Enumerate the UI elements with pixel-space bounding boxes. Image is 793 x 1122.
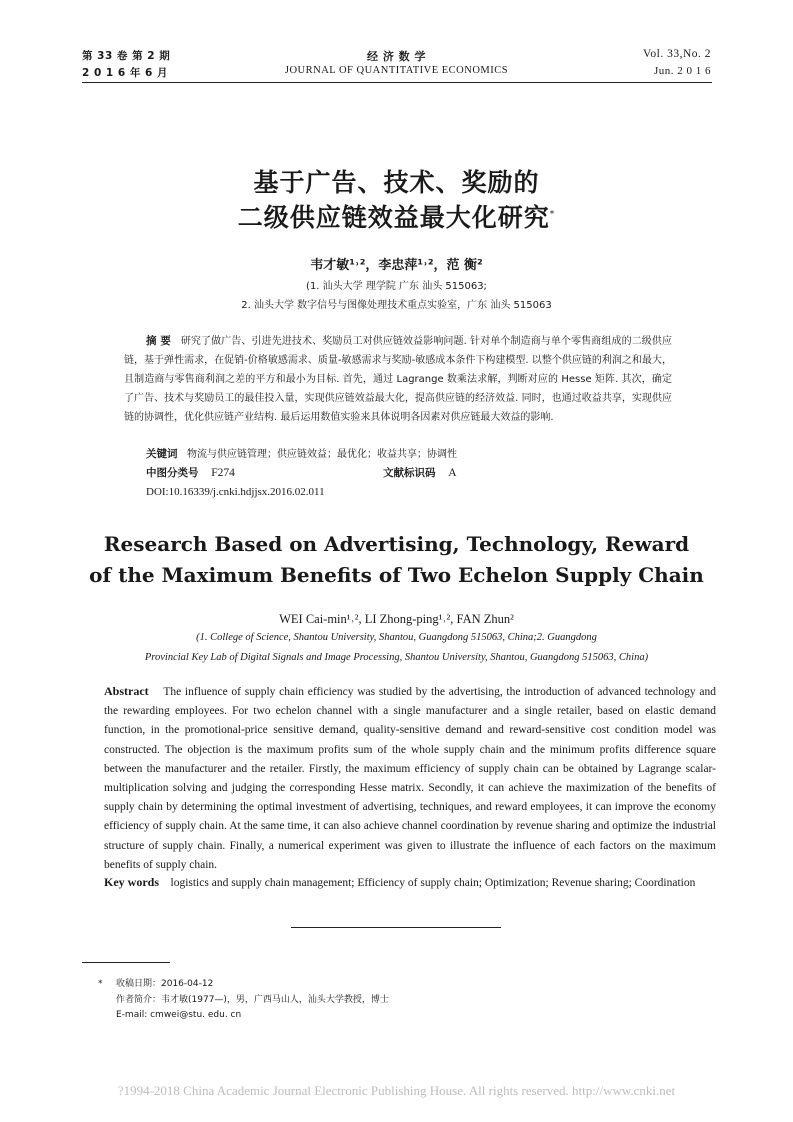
doi[interactable]: DOI:10.16339/j.cnki.hdjjsx.2016.02.011 — [146, 486, 325, 498]
footnote-received: 收稿日期：2016-04-12 — [116, 979, 214, 989]
affiliation-en-2: Provincial Key Lab of Digital Signals and Image Processing, Shantou University, Shantou, Guangdong 515063, China) — [144, 652, 649, 663]
title-cn-line2 — [0, 198, 793, 234]
keywords-en-label: Key words — [104, 875, 159, 889]
abstract-cn-text: 研究了做广告、引进先进技术、奖励员工对供应链效益影响问题. 针对单个制造商与单个零售商组成的二级供应链，基于弹性需求，在促销-价格敏感需求、质量-敏感需求与奖励-敏感成本条件下构建模型. 以整个供应链的利润之和最大，且制造商与零售商利润之差的平方和最小为目标. 首先，通过 Lagrange 数乘法求解，判断对应的 Hesse 矩阵. 其次，确定了广告、技术与奖励员工的最佳投入量，实现供应链效益最大化，提高供应链的经济效益. 同时，也通过收益共享，实现供应链的协调性，优化供应链产业结构. 最后运用数值实验来具体说明各因素对供应链最大效益的影响. — [124, 336, 673, 423]
abstract-en — [104, 682, 716, 875]
title-cn-line1: 基于广告、技术、奖励的 — [253, 168, 540, 197]
title-cn-line2-text: 二级供应链效益最大化研究 — [237, 203, 550, 232]
section-separator — [291, 927, 501, 928]
header-date-en: Jun. 2 0 1 6 — [653, 65, 711, 77]
abstract-cn — [124, 332, 672, 427]
keywords-en — [104, 873, 716, 893]
doc-code-value: A — [448, 467, 457, 479]
affiliation-cn-2: 2. 汕头大学 数字信号与图像处理技术重点实验室，广东 汕头 515063 — [241, 300, 552, 311]
keywords-cn — [146, 445, 686, 464]
clc-label: 中图分类号 — [146, 467, 199, 479]
footnote-rule — [82, 962, 170, 963]
title-en-line1: Research Based on Advertising, Technology, Reward — [103, 532, 690, 556]
clc-row — [146, 464, 235, 483]
footnote-email[interactable]: E-mail: cmwei@stu. edu. cn — [116, 1010, 242, 1020]
title-en-line2: of the Maximum Benefits of Two Echelon Supply Chain — [89, 563, 704, 587]
header-volume-en: Vol. 33,No. 2 — [643, 48, 711, 60]
header-journal-cn: 经 济 数 学 — [367, 50, 426, 63]
footnote-mark: * — [98, 979, 103, 989]
keywords-cn-text: 物流与供应链管理；供应链效益；最优化；收益共享；协调性 — [187, 449, 458, 460]
keywords-cn-label: 关键词 — [146, 448, 178, 460]
footnote-author-info: 作者简介：韦才敏(1977—)，男，广西马山人，汕头大学教授，博士 — [116, 995, 389, 1005]
title-footnote-mark: * — [549, 209, 556, 220]
header-journal-en: JOURNAL OF QUANTITATIVE ECONOMICS — [284, 65, 509, 76]
doc-code-label: 文献标识码 — [383, 467, 436, 479]
header-date-cn: 2 0 1 6 年 6 月 — [82, 67, 168, 79]
affiliation-cn-1: (1. 汕头大学 理学院 广东 汕头 515063; — [306, 281, 487, 292]
abstract-cn-label: 摘 要 — [146, 335, 171, 347]
copyright-watermark: ?1994-2018 China Academic Journal Electronic Publishing House. All rights reserved. http://www.cnki.net — [117, 1083, 676, 1098]
header-volume-cn: 第 33 卷 第 2 期 — [82, 50, 171, 62]
clc-value: F274 — [211, 467, 235, 479]
abstract-en-label: Abstract — [104, 684, 149, 698]
authors-cn: 韦才敏¹˒²，李忠萍¹˒²，范 衡² — [310, 258, 483, 273]
authors-en: WEI Cai-min¹˒², LI Zhong-ping¹˒², FAN Zhun² — [279, 612, 514, 626]
keywords-en-text: logistics and supply chain management; Efficiency of supply chain; Optimization; Revenue sharing; Coordination — [170, 877, 696, 889]
affiliation-en-1: (1. College of Science, Shantou University, Shantou, Guangdong 515063, China;2. Guangdong — [196, 632, 597, 643]
header-rule — [82, 82, 712, 83]
abstract-en-text: The influence of supply chain efficiency was studied by the advertising, the introduction of advanced technology and the rewarding employees. For two echelon channel with a single manufacturer and a single retailer, based on elastic demand function, in the promotional-price sensitive demand, quality-sensitive demand and reward-sensitive cost condition model was constructed. The objection is the maximum profits sum of the whole supply chain and the minimum profits difference square between the manufacturer and the retailer. Firstly, the maximum efficiency of supply chain can be obtained by Lagrange scalar-multiplication solving and judging the corresponding Hesse matrix. Secondly, it can achieve the maximization of the benefits of supply chain by determining the optimal investment of advertising, techniques, and reward employees, it can improve the economy efficiency of supply chain. At the same time, it can also achieve channel coordination by revenue sharing and optimize the industrial structure of supply chain. Finally, a numerical experiment was given to illustrate the influence of each factors on the maximum benefits of supply chain. — [104, 686, 716, 871]
doc-code-row — [383, 464, 457, 483]
